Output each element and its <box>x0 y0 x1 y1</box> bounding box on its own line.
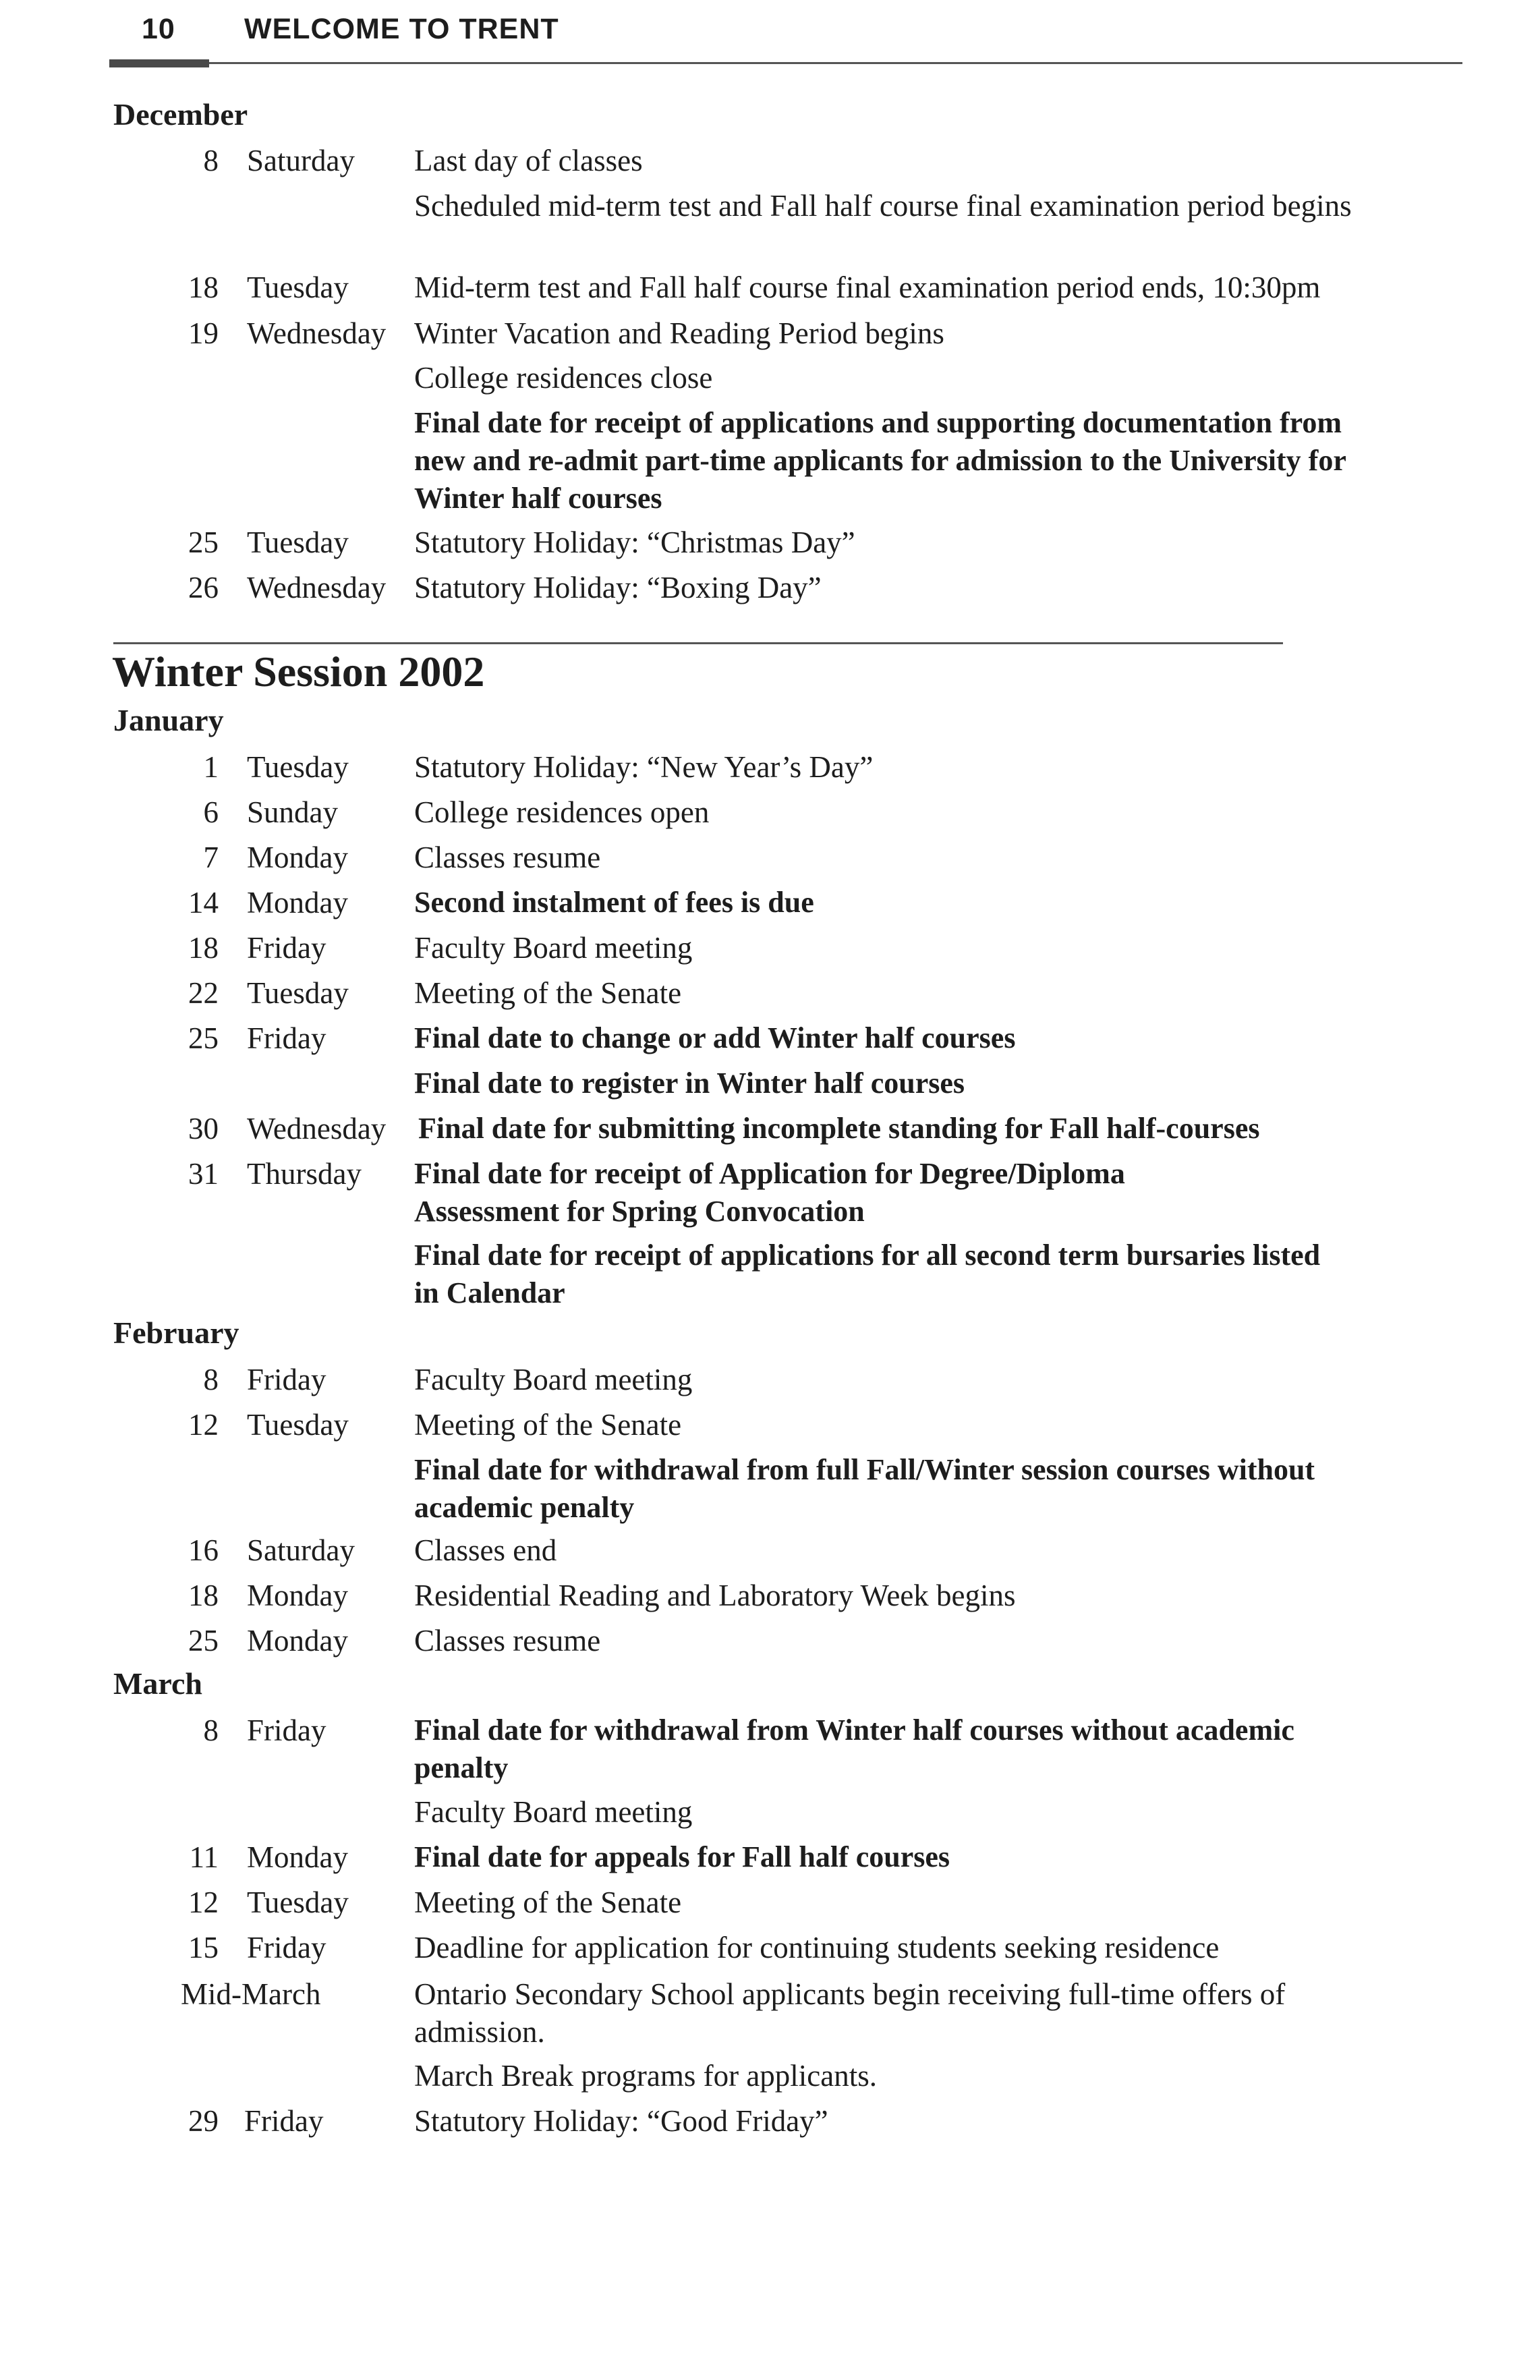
session-title: Winter Session 2002 <box>112 648 485 696</box>
entry-event: Statutory Holiday: “Christmas Day” <box>414 526 855 559</box>
header-rule-accent <box>109 59 209 67</box>
entry-day: 31 <box>188 1157 219 1191</box>
entry-weekday: Monday <box>247 841 348 874</box>
entry-day: 16 <box>188 1533 219 1567</box>
entry-weekday: Wednesday <box>247 1112 387 1145</box>
entry-weekday: Monday <box>247 1579 348 1612</box>
entry-event: Statutory Holiday: “Boxing Day” <box>414 571 822 604</box>
month-heading-march: March <box>113 1666 203 1701</box>
entry-weekday: Friday <box>247 1363 326 1396</box>
entry-day: 30 <box>188 1112 219 1145</box>
entry-day: 18 <box>188 271 219 304</box>
entry-event: Final date for submitting incomplete standing for Fall half-courses <box>418 1112 1260 1145</box>
entry-event: Final date to register in Winter half courses <box>414 1067 965 1100</box>
entry-weekday: Saturday <box>247 144 355 177</box>
entry-event: Scheduled mid-term test and Fall half course final examination period begins <box>414 189 1352 223</box>
entry-event: Final date to change or add Winter half courses <box>414 1021 1016 1054</box>
entry-event: Winter Vacation and Reading Period begins <box>414 316 944 350</box>
entry-weekday: Friday <box>247 1713 326 1747</box>
entry-day: 14 <box>188 886 219 919</box>
entry-day: 6 <box>203 795 219 829</box>
entry-day: 18 <box>188 1579 219 1612</box>
entry-event: Final date for receipt of Application for Degree/Diploma Assessment for Spring Convocation <box>414 1157 1125 1228</box>
entry-event: Statutory Holiday: “New Year’s Day” <box>414 750 874 784</box>
month-heading-december: December <box>113 97 248 132</box>
entry-weekday: Sunday <box>247 795 338 829</box>
entry-day: 29 <box>188 2104 219 2138</box>
entry-day: 25 <box>188 1021 219 1055</box>
entry-weekday: Tuesday <box>247 1408 349 1442</box>
entry-day: Mid-March <box>181 1977 321 2011</box>
entry-day: 25 <box>188 526 219 559</box>
page-header <box>109 5 1363 66</box>
entry-weekday: Friday <box>247 1021 326 1055</box>
entry-weekday: Tuesday <box>247 976 349 1010</box>
entry-weekday: Tuesday <box>247 271 349 304</box>
entry-event: College residences open <box>414 795 710 829</box>
entry-event: Faculty Board meeting <box>414 931 693 965</box>
header-rule <box>209 62 1462 64</box>
entry-day: 11 <box>189 1840 219 1874</box>
entry-weekday: Monday <box>247 886 348 919</box>
entry-event: Meeting of the Senate <box>414 1408 682 1442</box>
entry-day: 25 <box>188 1624 219 1658</box>
entry-weekday: Tuesday <box>247 1886 349 1919</box>
entry-weekday: Wednesday <box>247 316 387 350</box>
entry-day: 1 <box>203 750 219 784</box>
entry-weekday: Friday <box>247 931 326 965</box>
entry-weekday: Wednesday <box>247 571 387 604</box>
entry-day: 8 <box>203 1363 219 1396</box>
entry-day: 12 <box>188 1886 219 1919</box>
entry-event: Faculty Board meeting <box>414 1795 693 1829</box>
entry-weekday: Monday <box>247 1840 348 1874</box>
entry-event: Final date for withdrawal from full Fall/Winter session courses without academic penalty <box>414 1453 1315 1524</box>
month-heading-january: January <box>113 703 224 737</box>
entry-day: 12 <box>188 1408 219 1442</box>
entry-event: Final date for withdrawal from Winter half courses without academic penalty <box>414 1713 1294 1784</box>
entry-event: Final date for receipt of applications for all second term bursaries listed in Calendar <box>414 1239 1321 1309</box>
entry-event: Classes end <box>414 1533 557 1567</box>
entry-event: March Break programs for applicants. <box>414 2059 878 2093</box>
entry-event: Last day of classes <box>414 144 643 177</box>
entry-weekday: Thursday <box>247 1157 362 1191</box>
entry-day: 22 <box>188 976 219 1010</box>
entry-day: 8 <box>203 144 219 177</box>
month-heading-february: February <box>113 1315 239 1350</box>
entry-event: Second instalment of fees is due <box>414 886 814 919</box>
entry-day: 26 <box>188 571 219 604</box>
entry-event: Final date for receipt of applications and supporting documentation from new and re-admit part-time applicants for admission to the University for Winter half courses <box>414 406 1346 515</box>
entry-weekday: Friday <box>247 1931 326 1964</box>
entry-weekday: Friday <box>244 2104 324 2138</box>
entry-day: 7 <box>203 841 219 874</box>
entry-day: 19 <box>188 316 219 350</box>
entry-weekday: Saturday <box>247 1533 355 1567</box>
running-head: WELCOME TO TRENT <box>244 13 559 45</box>
entry-event: Faculty Board meeting <box>414 1363 693 1396</box>
entry-day: 15 <box>188 1931 219 1964</box>
section-divider <box>113 642 1283 644</box>
entry-event: Meeting of the Senate <box>414 976 682 1010</box>
entry-day: 8 <box>203 1713 219 1747</box>
entry-event: Deadline for application for continuing students seeking residence <box>414 1931 1220 1964</box>
entry-weekday: Tuesday <box>247 750 349 784</box>
entry-weekday: Monday <box>247 1624 348 1658</box>
entry-event: Mid-term test and Fall half course final examination period ends, 10:30pm <box>414 271 1321 304</box>
entry-event: Residential Reading and Laboratory Week begins <box>414 1579 1016 1612</box>
page-number: 10 <box>142 13 175 45</box>
entry-weekday: Tuesday <box>247 526 349 559</box>
entry-event: Ontario Secondary School applicants begin receiving full-time offers of admission. <box>414 1977 1286 2049</box>
entry-day: 18 <box>188 931 219 965</box>
entry-event: Meeting of the Senate <box>414 1886 682 1919</box>
entry-event: College residences close <box>414 361 713 395</box>
entry-event: Classes resume <box>414 1624 601 1658</box>
entry-event: Statutory Holiday: “Good Friday” <box>414 2104 828 2138</box>
entry-event: Classes resume <box>414 841 601 874</box>
entry-event: Final date for appeals for Fall half courses <box>414 1840 950 1873</box>
